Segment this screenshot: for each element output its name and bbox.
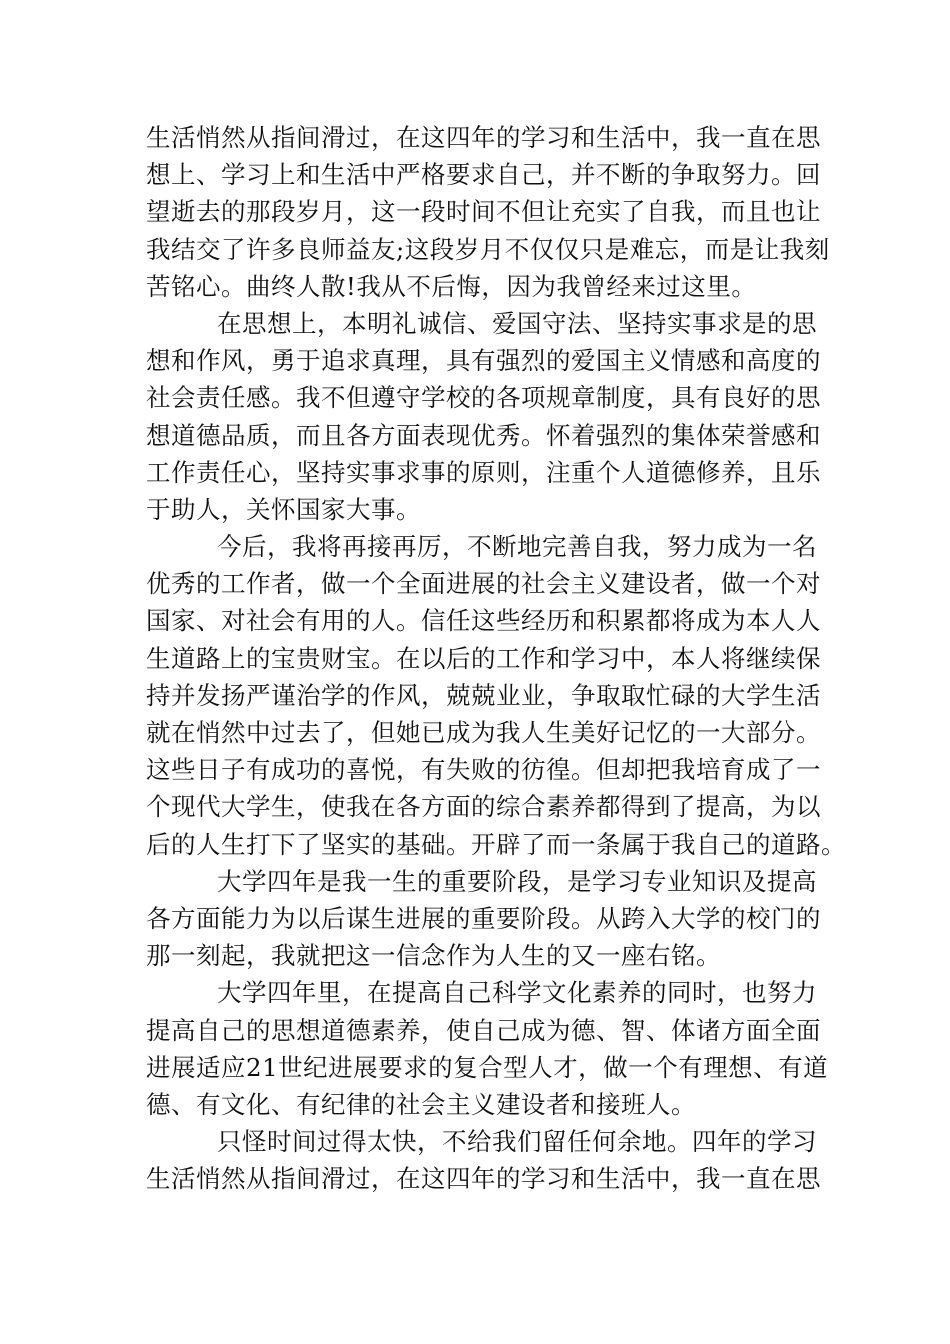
text-line: 就在悄然中过去了，但她已成为我人生美好记忆的一大部分。 [146,718,821,747]
text-line: 生道路上的宝贵财宝。在以后的工作和学习中，本人将继续保 [146,643,821,673]
text-line: 这些日子有成功的喜悦，有失败的彷徨。但却把我培育成了一 [146,755,821,785]
text-line: 德、有文化、有纪律的社会主义建设者和接班人。 [146,1089,696,1119]
text-line: 于助人，关怀国家大事。 [146,494,421,524]
text-line: 我结交了许多良师益友;这段岁月不仅仅只是难忘，而是让我刻 [146,234,830,264]
text-line: 后的人生打下了坚实的基础。开辟了而一条属于我自己的道路。 [146,829,846,859]
text-line: 望逝去的那段岁月，这一段时间不但让充实了自我，而且也让 [146,197,821,227]
paragraph-start-line: 在思想上，本明礼诚信、爱国守法、坚持实事求是的思 [217,308,817,338]
text-line: 生活悄然从指间滑过，在这四年的学习和生活中，我一直在思 [146,123,821,152]
text-line: 进展适应21世纪进展要求的复合型人才，做一个有理想、有道 [146,1052,829,1082]
paragraph-start-line: 今后，我将再接再厉，不断地完善自我，努力成为一名 [217,532,817,562]
paragraph-start-line: 只怪时间过得太快，不给我们留任何余地。四年的学习 [217,1127,817,1157]
text-line: 持并发扬严谨治学的作风，兢兢业业，争取取忙碌的大学生活 [146,680,821,710]
text-line: 优秀的工作者，做一个全面进展的社会主义建设者，做一个对 [146,569,821,599]
paragraph-start-line: 大学四年里，在提高自己科学文化素养的同时，也努力 [217,978,817,1008]
text-line: 社会责任感。我不但遵守学校的各项规章制度，具有良好的思 [146,383,821,413]
text-line: 工作责任心，坚持实事求事的原则，注重个人道德修养，且乐 [146,457,821,487]
text-line: 想和作风，勇于追求真理，具有强烈的爱国主义情感和高度的 [146,346,821,376]
text-line: 各方面能力为以后谋生进展的重要阶段。从跨入大学的校门的 [146,903,821,933]
text-line: 提高自己的思想道德素养，使自己成为德、智、体诸方面全面 [146,1015,821,1045]
text-line: 国家、对社会有用的人。信任这些经历和积累都将成为本人人 [146,606,821,636]
paragraph-start-line: 大学四年是我一生的重要阶段，是学习专业知识及提高 [217,866,817,896]
text-line: 想上、学习上和生活中严格要求自己，并不断的争取努力。回 [146,160,821,190]
text-line: 生活悄然从指间滑过，在这四年的学习和生活中，我一直在思 [146,1164,821,1194]
text-line: 那一刻起，我就把这一信念作为人生的又一座右铭。 [146,941,721,971]
text-line: 想道德品质，而且各方面表现优秀。怀着强烈的集体荣誉感和 [146,420,821,450]
body-text [146,119,846,1197]
text-line: 个现代大学生，使我在各方面的综合素养都得到了提高，为以 [146,792,821,822]
text-line: 苦铭心。曲终人散!我从不后悔，因为我曾经来过这里。 [146,271,757,301]
